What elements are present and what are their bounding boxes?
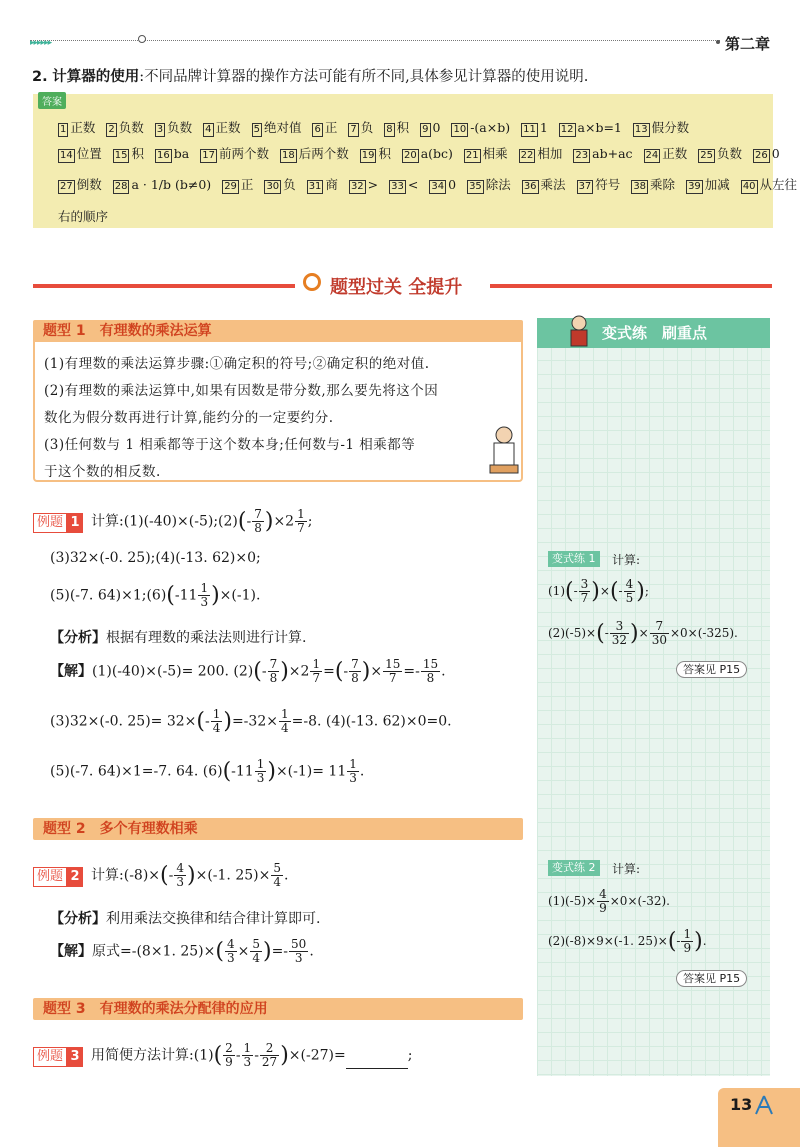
- answer-item: [264, 177, 295, 192]
- type1-box: [33, 320, 523, 482]
- example1-tag: 例题: [33, 513, 67, 533]
- answer-number: 30: [266, 181, 280, 192]
- example2-num: 2: [67, 867, 83, 887]
- answer-number: 23: [575, 150, 589, 161]
- ex1-s3b-text: ×(-1)= 11: [275, 763, 347, 780]
- answer-ref-1[interactable]: [676, 661, 747, 677]
- example1-solution3: (5)(-7. 64)×1=-7. 64. (6)(-11 $\frac{1}{3}$ )×(-1)= 11 $\frac{1}{3}$ .: [50, 757, 365, 785]
- type1-line4: (3)任何数与 1 相乘都等于这个数本身;任何数与-1 相乘都等: [44, 437, 416, 453]
- answer-text: 负: [283, 177, 296, 192]
- ex1-s2b-text: =-32×: [231, 713, 278, 730]
- answer-item: [467, 177, 511, 192]
- answer-item: [360, 146, 391, 161]
- ex1-s1-text: (1)(-40)×(-5)= 200. (2): [92, 663, 254, 680]
- answer-item: [519, 146, 563, 161]
- answer-number: 7: [350, 124, 357, 135]
- answer-number: 6: [314, 124, 321, 135]
- answer-item: [348, 120, 373, 135]
- answer-row-4: 右的顺序: [58, 209, 109, 224]
- answer-item: [686, 177, 730, 192]
- example1-solution1: 【解】(1)(-40)×(-5)= 200. (2)(- $\frac{7}{8}$ )×2 $\frac{1}{7}$ =(- $\frac{7}{8}$ )× $\frac{15}{7}$ =- $\frac{15}{8}$ .: [50, 657, 446, 685]
- answer-text: >: [367, 177, 379, 192]
- answer-item: [58, 146, 102, 161]
- v2ab-text: ×0×(-32).: [609, 894, 670, 908]
- answer-text: ba: [173, 146, 190, 161]
- answer-text: 负数: [717, 146, 743, 161]
- answer-number: 22: [520, 150, 534, 161]
- frac: $\frac{7}{8}$: [269, 657, 278, 685]
- answer-text: 后两个数: [298, 146, 349, 161]
- answer-text: 负: [360, 120, 374, 135]
- answer-text: 0: [771, 146, 780, 161]
- answer-text: 符号: [595, 177, 621, 192]
- answer-item: [280, 146, 349, 161]
- answer-item: [252, 120, 302, 135]
- frac: $\frac{1}{3}$: [256, 757, 265, 785]
- variant2-prompt: 计算:: [612, 862, 641, 876]
- answer-text: 0: [448, 177, 457, 192]
- answer-number: 2: [108, 124, 115, 135]
- ex1-q1-text: 计算:(1)(-40)×(-5);(2): [91, 513, 238, 530]
- answer-number: 34: [431, 181, 445, 192]
- chapter-title: 第二章: [724, 35, 770, 53]
- answer-item: [402, 146, 453, 161]
- answer-number: 9: [422, 124, 429, 135]
- variant1-tag: 变式练 1: [548, 551, 600, 567]
- answer-text: 加减: [704, 177, 730, 192]
- answer-number: 27: [60, 181, 73, 192]
- example2-solution: 【解】原式=-(8×1. 25)×( $\frac{4}{3}$ × $\frac{5}{4}$ )=- $\frac{50}{3}$ .: [50, 937, 314, 965]
- ex2-s-text: 原式=-(8×1. 25)×: [92, 943, 216, 960]
- teacher-icon: [565, 314, 595, 348]
- analysis-label: 【分析】: [50, 630, 106, 646]
- answer-item: [633, 120, 689, 135]
- banner-title: 题型过关 全提升: [330, 277, 463, 298]
- answer-text: 正数: [215, 120, 241, 135]
- banner-rule-left: [33, 284, 295, 288]
- answer-number: 40: [742, 181, 756, 192]
- answer-text: 负数: [118, 120, 144, 135]
- answer-item: [464, 146, 508, 161]
- ex1-s2c-text: =-8. (4)(-13. 62)×0=0.: [291, 713, 452, 730]
- frac: $\frac{4}{5}$: [625, 577, 634, 605]
- section2-num: 2.: [32, 69, 48, 85]
- answer-number: 8: [386, 124, 393, 135]
- answer-text: 正数: [662, 146, 688, 161]
- analysis-text: 利用乘法交换律和结合律计算即可.: [106, 911, 321, 927]
- answer-number: 18: [281, 150, 295, 161]
- ex3-qb-text: ×(-27)=: [288, 1047, 346, 1064]
- answer-text: a · 1/b (b≠0): [131, 177, 212, 192]
- solution-label: 【解】: [50, 663, 92, 680]
- compass-icon: [752, 1094, 776, 1116]
- answer-text: 相乘: [482, 146, 508, 161]
- ex1-s2-text: (3)32×(-0. 25)= 32×: [50, 713, 197, 730]
- answer-number: 26: [755, 150, 768, 161]
- answer-item: [312, 120, 337, 135]
- answer-text: -(a×b): [470, 120, 511, 135]
- answer-item: [222, 177, 253, 192]
- variant1-q1: (1)(- $\frac{3}{7}$ )×(- $\frac{4}{5}$ );: [548, 577, 649, 605]
- v1a-text: (1): [548, 584, 565, 598]
- example1-analysis: [50, 627, 306, 647]
- answer-number: 39: [688, 181, 701, 192]
- answer-number: 32: [350, 181, 364, 192]
- answer-item: [58, 120, 95, 135]
- section2-line: [32, 65, 588, 86]
- answer-number: 38: [633, 181, 647, 192]
- answer-text: 积: [378, 146, 391, 161]
- answer-number: 15: [114, 150, 128, 161]
- answer-text: 乘除: [650, 177, 676, 192]
- example1-question3: (5)(-7. 64)×1;(6)(-11 $\frac{1}{3}$ )×(-1).: [50, 581, 261, 609]
- variant1-prompt: 计算:: [612, 553, 641, 567]
- answer-item: [58, 177, 102, 192]
- answer-blank[interactable]: [346, 1054, 408, 1069]
- ex1-q3a-text: (5)(-7. 64)×1;(6): [50, 587, 167, 604]
- answer-item: [384, 120, 409, 135]
- answer-number: 16: [157, 150, 170, 161]
- v1c-text: ×0×(-325).: [669, 626, 738, 640]
- answer-text: 负数: [167, 120, 193, 135]
- cartoon-figure-icon: [484, 425, 522, 477]
- answer-item: [155, 146, 189, 161]
- header-arrows: ▸▸▸▸▸▸: [30, 38, 52, 48]
- answer-item: [349, 177, 378, 192]
- answer-text: ab+ac: [592, 146, 633, 161]
- banner-rule-right: [490, 284, 772, 288]
- frac: $\frac{4}{3}$: [176, 861, 184, 889]
- answer-number: 17: [202, 150, 215, 161]
- analysis-text: 根据有理数的乘法法则进行计算.: [106, 630, 307, 646]
- answer-number: 12: [560, 124, 574, 135]
- header-rule: [30, 40, 720, 41]
- answer-item: [106, 120, 143, 135]
- answer-text: 前两个数: [218, 146, 269, 161]
- right-panel-title: 变式练 刷重点: [602, 324, 708, 342]
- answer-ref-2-label: 答案见 P15: [676, 970, 747, 987]
- answer-text: 正数: [70, 120, 96, 135]
- frac: $\frac{1}{7}$: [297, 507, 305, 535]
- example3-question: 例题 3 用简便方法计算:(1)( $\frac{2}{9}$ - $\frac{1}{3}$ - $\frac{2}{27}$ )×(-27)= ;: [33, 1042, 412, 1069]
- answer-item: [631, 177, 675, 192]
- answer-number: 14: [60, 150, 73, 161]
- frac: $\frac{1}{3}$: [200, 581, 209, 609]
- answer-number: 20: [403, 150, 417, 161]
- v2a-text: (1)(-5)×: [548, 894, 597, 908]
- answer-text: 积: [131, 146, 144, 161]
- ex3-q-text: 用简便方法计算:(1): [91, 1047, 214, 1064]
- answer-label: 答案: [38, 92, 66, 109]
- frac: $\frac{7}{8}$: [351, 657, 359, 685]
- example1-solution2: (3)32×(-0. 25)= 32×(- $\frac{1}{4}$ )=-32× $\frac{1}{4}$ =-8. (4)(-13. 62)×0=0.: [50, 707, 452, 735]
- frac: $\frac{15}{7}$: [385, 657, 401, 685]
- answer-text: 0: [432, 120, 441, 135]
- answer-item: [644, 146, 688, 161]
- example3-num: 3: [67, 1047, 83, 1067]
- type1-line3: 数化为假分数再进行计算,能约分的一定要约分.: [44, 410, 334, 426]
- answer-text: 正: [324, 120, 338, 135]
- ex1-q1b-text: ×2: [273, 513, 295, 530]
- answer-row-1: [58, 118, 700, 137]
- example2-analysis: [50, 908, 320, 928]
- example2-question: 例题 2 计算:(-8)×(- $\frac{4}{3}$ )×(-1. 25)× $\frac{5}{4}$ .: [33, 862, 288, 889]
- header-dot: [138, 35, 146, 43]
- answer-number: 13: [634, 124, 648, 135]
- frac: $\frac{1}{3}$: [243, 1041, 252, 1069]
- example2-tag: 例题: [33, 867, 67, 887]
- ex1-s3-text: (5)(-7. 64)×1=-7. 64. (6): [50, 763, 223, 780]
- frac: $\frac{2}{27}$: [261, 1041, 278, 1069]
- answer-number: 24: [645, 150, 659, 161]
- answer-item: [741, 177, 797, 192]
- answer-number: 11: [523, 124, 536, 135]
- frac: $\frac{1}{9}$: [683, 927, 692, 955]
- answer-item: [521, 120, 548, 135]
- answer-number: 21: [465, 150, 479, 161]
- example1-question2: (3)32×(-0. 25);(4)(-13. 62)×0;: [50, 550, 261, 566]
- answer-text: 位置: [76, 146, 102, 161]
- answer-number: 29: [224, 181, 237, 192]
- answer-text: a(bc): [420, 146, 453, 161]
- answer-item: [451, 120, 510, 135]
- answer-number: 19: [361, 150, 375, 161]
- section2-text: :不同品牌计算器的操作方法可能有所不同,具体参见计算器的使用说明.: [139, 69, 589, 85]
- answer-text: 绝对值: [263, 120, 302, 135]
- answer-text: 1: [539, 120, 548, 135]
- frac: $\frac{50}{3}$: [291, 937, 307, 965]
- section2-title: 计算器的使用: [52, 69, 140, 85]
- type3-bar: [33, 998, 523, 1020]
- example1-question1: 例题 1 计算:(1)(-40)×(-5);(2)(- $\frac{7}{8}$ )×2 $\frac{1}{7}$ ;: [33, 508, 312, 535]
- frac: $\frac{3}{7}$: [580, 577, 589, 605]
- frac: $\frac{15}{8}$: [422, 657, 439, 685]
- type1-line5: 于这个数的相反数.: [44, 464, 161, 480]
- answer-item: [155, 120, 192, 135]
- answer-item: [753, 146, 780, 161]
- answer-text: 从左往: [759, 177, 798, 192]
- answer-row-2: [58, 144, 791, 163]
- answer-item: [698, 146, 742, 161]
- frac: $\frac{4}{9}$: [599, 887, 607, 915]
- ex1-q3b-text: ×(-1).: [219, 587, 261, 604]
- v2b-text: (2)(-8)×9×(-1. 25)×: [548, 934, 668, 948]
- answer-text: 假分数: [651, 120, 690, 135]
- frac: $\frac{1}{7}$: [312, 657, 321, 685]
- answer-number: 1: [60, 124, 67, 135]
- answer-text: 乘法: [540, 177, 566, 192]
- answer-item: [113, 146, 144, 161]
- type1-title: 题型 1 有理数的乘法运算: [43, 323, 212, 339]
- answer-item: [203, 120, 240, 135]
- answer-number: 28: [114, 181, 128, 192]
- type2-bar: [33, 818, 523, 840]
- answer-item: [559, 120, 622, 135]
- answer-text: a×b=1: [577, 120, 622, 135]
- answer-item: [200, 146, 269, 161]
- example3-tag: 例题: [33, 1047, 67, 1067]
- answer-text: 倒数: [76, 177, 102, 192]
- type2-title: 题型 2 多个有理数相乘: [43, 821, 198, 837]
- frac: $\frac{2}{9}$: [225, 1041, 233, 1069]
- frac: $\frac{1}{3}$: [349, 757, 357, 785]
- header-chapter-dot: [716, 40, 720, 44]
- frac: $\frac{7}{8}$: [254, 507, 262, 535]
- answer-text: 积: [396, 120, 410, 135]
- answer-item: [573, 146, 632, 161]
- answer-item: [429, 177, 456, 192]
- v1b-text: (2)(-5)×: [548, 626, 597, 640]
- answer-text: 相加: [537, 146, 563, 161]
- type1-line1: (1)有理数的乘法运算步骤:①确定积的符号;②确定积的绝对值.: [44, 356, 430, 372]
- frac: $\frac{4}{3}$: [226, 937, 235, 965]
- ex2-q-text: 计算:(-8)×: [91, 867, 161, 884]
- answer-ref-2[interactable]: [676, 970, 747, 986]
- answer-item: [577, 177, 621, 192]
- answer-ref-1-label: 答案见 P15: [676, 661, 747, 678]
- variant2-q2: (2)(-8)×9×(-1. 25)×(- $\frac{1}{9}$ ).: [548, 927, 707, 955]
- variant1-q2: (2)(-5)×(- $\frac{3}{32}$ )× $\frac{7}{30}$ ×0×(-325).: [548, 619, 738, 647]
- answer-text: 除法: [485, 177, 511, 192]
- answer-number: 10: [453, 124, 467, 135]
- answer-number: 31: [308, 181, 322, 192]
- answer-number: 3: [156, 124, 164, 135]
- answer-number: 4: [205, 124, 212, 135]
- answer-item: [389, 177, 418, 192]
- example1-num: 1: [67, 513, 83, 533]
- frac: $\frac{5}{4}$: [252, 937, 260, 965]
- answer-item: [522, 177, 566, 192]
- right-panel: [537, 318, 770, 1076]
- spiral-icon: [303, 273, 321, 291]
- variant2-tag: 变式练 2: [548, 860, 600, 876]
- answer-number: 35: [469, 181, 482, 192]
- solution-label: 【解】: [50, 943, 92, 960]
- type1-line2: (2)有理数的乘法运算中,如果有因数是带分数,那么要先将这个因: [44, 383, 439, 399]
- answer-text: <: [407, 177, 419, 192]
- frac: $\frac{1}{4}$: [280, 707, 289, 735]
- type3-title: 题型 3 有理数的乘法分配律的应用: [43, 1001, 268, 1017]
- frac: $\frac{7}{30}$: [651, 619, 667, 647]
- answer-number: 37: [578, 181, 592, 192]
- answer-number: 36: [523, 181, 537, 192]
- frac: $\frac{3}{32}$: [611, 619, 628, 647]
- type1-bar: [33, 320, 523, 342]
- answer-item: [420, 120, 440, 135]
- answer-item: [307, 177, 338, 192]
- answer-number: 25: [700, 150, 714, 161]
- analysis-label: 【分析】: [50, 911, 106, 927]
- frac: $\frac{1}{4}$: [212, 707, 221, 735]
- page-number: 13: [730, 1095, 753, 1114]
- ex2-qb-text: ×(-1. 25)×: [195, 867, 271, 884]
- answer-text: 商: [325, 177, 338, 192]
- answer-text: 正: [240, 177, 254, 192]
- variant2-q1: [548, 888, 670, 915]
- answer-row-3: [58, 175, 800, 194]
- frac: $\frac{5}{4}$: [273, 861, 281, 889]
- answer-item: [113, 177, 211, 192]
- answer-number: 33: [391, 181, 404, 192]
- answer-number: 5: [253, 124, 260, 135]
